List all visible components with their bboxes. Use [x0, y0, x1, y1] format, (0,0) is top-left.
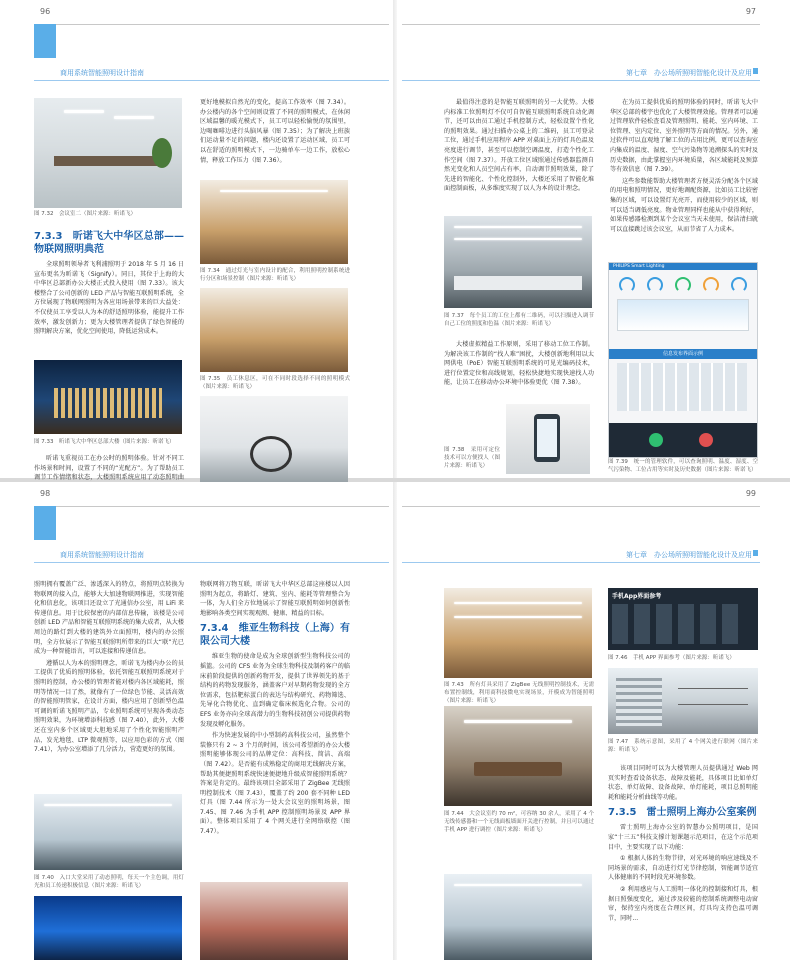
chapter-tab-left [34, 24, 56, 58]
photo-entrance-lobby [34, 794, 182, 870]
phone-screen [537, 419, 557, 457]
header-underline-right [402, 562, 760, 563]
phone-mockup [612, 604, 628, 644]
paragraph: 在为员工提供优质的照明体验的同时，昕诺飞大中华区总部的楼宇也优化了大楼管理效能。管理者可以通过管理软件轻松查看及管理照明、能耗、室内环境、工位管理、室内定位、室外照明等方面的情况。另外，通过软件可以直观地了解工位的占用比例，更可以查询室内集成的温度、湿度、空气污染物等追溯探头的实时及历史数据，由此掌握室内环境质量，各区域能耗及预算等有效信息（图 7.39）。 [610, 99, 758, 174]
caption-7-35: 图 7.35 员工休息区，可在不同时段选择不同的照明模式（图片来源：昕诺飞） [200, 376, 350, 390]
status-icon [649, 433, 663, 447]
phone-mockup [722, 604, 738, 644]
paragraph: 遵循以人为本的照明理念，昕诺飞为楼内办公的员工提供了优质的照明体验，依托智能互联照明系统对于照明的控制，办公楼的管理者能对楼内各区域能耗，照明等情况一目了然，就像有了一位绿色节能、灵活高效的智能照明管家，在设计方面，楼内应用了创新型色温可调的昕诺飞照明产品，专业照明系统可呈现各类动态照明效果，为环境增添科技感（图 7.40），此外，大楼还在室内多个区域更大胆地采用了个性化智能照明产品，发光地毯、LTP 微观照等，以应用色彩的方式（图 7.41），为办公室增添了几分活力，营造更好的氛围。 [34, 659, 184, 754]
page-number-right: 97 [745, 7, 756, 16]
caption-7-40: 图 7.40 入口大堂采用了动态照明，每天一个主色调，用灯光和员工传递积极信息（图片来源：昕诺飞） [34, 875, 184, 889]
ui-status-panel [609, 423, 757, 457]
spread-pages-98-99 [0, 482, 790, 960]
caption-7-46: 图 7.46 手机 APP 界面参考（图片来源：昕诺飞） [608, 655, 735, 661]
photo-gym-area [200, 396, 348, 482]
chart-area [617, 299, 749, 331]
page-number-right: 99 [745, 489, 756, 498]
page-number-left: 96 [40, 7, 51, 16]
section-7-3-4 [200, 580, 350, 839]
phone-mockup [700, 604, 716, 644]
photo-office-interior [444, 874, 592, 960]
photo-zigbee-corridor [444, 588, 592, 678]
conference-table-shape [474, 762, 562, 776]
building-shape [616, 678, 662, 726]
caption-7-39: 图 7.39 统一的管理软件，可以查询照明、温度、湿度、空气污染物、工位占用等实时及历史数据（图片来源：昕诺飞） [608, 459, 758, 473]
paragraph-block [34, 580, 184, 757]
network-line [678, 688, 748, 689]
paragraph: 雷士照明上海办公室的智慧办公照明项目，是国家“十三五”科技支撑计划课题示范项目，在这个示范项目中，主要实现了以下功能： [608, 824, 758, 851]
photo-phone-in-hand [506, 404, 590, 474]
caption-7-32: 图 7.32 会议室二（图片来源：昕诺飞） [34, 211, 136, 217]
caption-7-34: 图 7.34 通过灯光与室内设计的配合，利用照明控制系统进行分区和场景控制（图片来源：昕诺飞） [200, 268, 350, 282]
paragraph: 物联网将万物互联，昕诺飞大中华区总部这座楼以人因照明为起点，将路灯、建筑、室内、能耗等管理整合为一体，为人们全方位地展示了智能互联照明如何创新性地影响各类空间实现观测、健康、精益的目标。 [200, 581, 350, 617]
paragraph-block [444, 340, 594, 390]
chapter-marker-right [753, 550, 758, 556]
heading-7-3-5: 7.3.5 雷士照明上海办公室案例 [608, 807, 757, 819]
running-header-left: 商用系统智能照明设计指南 [60, 551, 144, 559]
chapter-marker-right [753, 68, 758, 74]
paragraph: 照明拥有覆盖广泛、渗透深入的特点，将照明点转换为物联网的接入点，能够大大加速物联网推进，实现智能化和信息化，该项目还设立了光通信办公室，用 LiFi 来传递信息。用于比较保密的内部信息传输，该楼是公司创新 LED 产品和智能互联照明系统的集大成者，从大楼周边的路灯到大楼的建筑外立面照明，楼内的办公照明，全方位展示了智能互联照明所带来的巨大“联”光已成为一种智能语言，可以连接和传递信息。 [34, 581, 184, 656]
caption-7-38: 图 7.38 采用可定位技术可以方便找人（图片来源：昕诺飞） [444, 447, 500, 469]
paragraph: ② 利用感应与人工照明一体化的控制接和灯具，根据日照强度变化，通过涉及较能的控制系统调整电动窗帘，保持室内亮度在合理区间，灯具均支持色温可调节，同时... [608, 885, 758, 922]
app-interface-reference [608, 588, 758, 650]
caption-7-33: 图 7.33 昕诺飞大中华区总部大楼（图片来源：昕诺飞） [34, 439, 175, 445]
phone-mockup [634, 604, 650, 644]
paragraph: 昕诺飞重视员工在办公时的照明体验。针对不同工作场景和时间，设置了不同的“光配方”。为了帮助员工调节工作情绪和状态，大楼照明系统应用了动态照明曲 [34, 455, 184, 482]
building-windows [54, 388, 162, 418]
exercise-bike-shape [250, 436, 292, 472]
plant-shape [152, 138, 172, 168]
paragraph: 最值得注意的是智能互联照明的另一大优势。大楼内标准工位照明灯不仅可自智能互联照明系统自动化调节，还可以由员工通过手机控制方式，轻松设置个性化的照明效果。通过扫描办公桌上的二维码，员工可登录工位，通过手机应用程序 APP 对桌面上方的灯具色温及亮度进行调节，甚至可以控制空调温度，打造个性化工作空间（图 7.37）。开放工位区域照通过传感器监测自然光变化和人员空间占有率，自动调节照明效果，除了先进的智能化、个性化控制外，大楼还采用了智能化堆面控制面板，从多维度实现了以人为本的设计理念。 [444, 99, 594, 193]
management-software-screenshot [608, 262, 758, 458]
running-header-left: 商用系统智能照明设计指南 [60, 69, 144, 77]
book-gutter [393, 0, 397, 478]
caption-7-44: 图 7.44 大会议室约 70 m²，可容纳 30 余人，采用了 4 个无线传感器和一个无线面板墙面开关进行控制，并且可以通过手机 APP 进行调控（图片来源：昕诺飞） [444, 811, 594, 833]
paragraph-block [200, 98, 350, 167]
paragraph: 作为快速发展的中小型制药高科技公司，虽然整个装修只有 2 ~ 3 个月的时间，该公司希望新的办公大楼照明能够体现公司的品牌定位：高科技、简洁、高端（图 7.42）。是否能有成熟稳定的商用无线解决方案，帮助其便捷照明系统快速便捷地升级成智能照明系统？答案是肯定的。最终该项目全部采用了 ZigBee 无线照明控制技术（图 7.43），覆盖了约 200 套不同种 LED 灯具（图 7.44 所示为一处大会议室的照明场景，图 7.45、图 7.46 为手机 APP 控制照明场景及 APP 界面）。整体项目采用了 4 个网关进行全网络联控（图 7.47）。 [200, 732, 350, 836]
header-rule-left [34, 24, 389, 25]
ui-banner-text: 信息发布界面示例 [662, 351, 703, 357]
table-shape [54, 156, 164, 166]
desks-shape [454, 276, 582, 290]
header-underline-right [402, 80, 760, 81]
paragraph: 全球照明领导者飞利浦照明于 2018 年 5 月 16 日宣布更名为昕诺飞（Signify）。同日，其位于上海的大中华区总部新办公大楼正式投入使用（图 7.33）。该大楼整合了公司创新的 LED 产品与智能互联照明系统，全方位展现了物联网照明为各应用场景带来的巨大益处：不仅使员工享受以人为本的舒适照明体验，能提升工作效率，激发创新力；更为大楼管理者提供了绿色智能的照明解决方案，优化空间使用，降低运营成本。 [34, 261, 184, 336]
section-7-3-3 [34, 226, 184, 339]
floor-plan [617, 363, 747, 411]
header-rule-right [402, 506, 760, 507]
photo-large-meeting-room [444, 706, 592, 806]
gauge-icon [647, 277, 663, 293]
book-gutter [393, 482, 397, 960]
network-line [678, 704, 748, 705]
app-title: 手机App界面参考 [612, 593, 662, 600]
caption-7-47: 图 7.47 系统示意图，采用了 4 个网关进行联网（图片来源：昕诺飞） [608, 739, 758, 753]
heading-7-3-3: 7.3.3 昕诺飞大中华区总部——物联网照明典范 [34, 231, 184, 255]
gauge-icon [703, 277, 719, 293]
status-icon [699, 433, 713, 447]
paragraph: 该项目同时可以为大楼管理人员提供通过 Web 网页实时查看设备状态、故障及能耗，具体项目比如单灯状态、单灯故障、设备故障、单灯能耗，项目总照明能耗和能耗分析曲线等功能。 [608, 765, 758, 801]
phone-mockup [656, 604, 672, 644]
phone-mockup [678, 604, 694, 644]
paragraph: 这些参数能帮助大楼管理者方便灵活分配各个区域的用电和照明情况，更好地调配资源，比如员工比较密集的区域，可以设置灯光亮开，而使用较少的区域，则可以适当调低亮度。物业管理同样也能从中获得利好，如果传感器检测到某个会议室当天未使用，保洁清扫就可以直接跳过该会议室，从而节省了人力成本。 [610, 177, 758, 233]
system-diagram [608, 668, 758, 734]
paragraph-block [610, 98, 758, 236]
photo-staff-lounge [200, 288, 348, 372]
photo-hq-building-night [34, 360, 182, 434]
paragraph: 更好地模拟自然光的变化，提高工作效率（图 7.34）。办公楼内的各个空间则设置了不同的照明模式，在休闲区域温馨的暖光模式下，员工可以轻松愉悦的氛围里，边喝咖啡边进行头脑风暴（图 7.35）；为了解决上班族们运动量不足的问题，楼内还设置了运动区域，员工可以在舒适的照明模式下，一边骑单车一边工作，放松心情，释放工作压力（图 7.36）。 [200, 99, 350, 164]
paragraph: ① 根据人体的生物节律，对光环境的响应速线及不同场景的需求，自动进行灯光节律控制，智能调节适宜人体健康的不同时段光环境参数。 [608, 855, 758, 882]
gauge-icon [731, 277, 747, 293]
caption-7-43: 图 7.43 所有灯具采用了 ZigBee 无线照明控制技术，无需布置控制线，利用商科技微电实现场景，开模成为智能照明（图片来源：昕诺飞） [444, 682, 594, 704]
paragraph-block [444, 98, 594, 196]
page-number-left: 98 [40, 489, 51, 498]
gauge-icon [675, 277, 691, 293]
header-rule-left [34, 506, 389, 507]
gauge-icon [619, 277, 635, 293]
photo-blue-lit-space [34, 896, 182, 960]
section-7-3-5 [608, 764, 758, 925]
photo-meeting-room [34, 98, 182, 208]
running-header-right: 第七章 办公场所照明智能化设计及应用 [626, 551, 752, 559]
ui-banner [609, 349, 757, 359]
ui-brand: PHILIPS Smart Lighting [613, 264, 665, 269]
photo-open-workstations [444, 216, 592, 308]
header-rule-right [402, 24, 760, 25]
phone-shape [534, 414, 560, 462]
header-underline-left [34, 562, 389, 563]
photo-company-facade [200, 882, 348, 960]
running-header-right: 第七章 办公场所照明智能化设计及应用 [626, 69, 752, 77]
header-underline-left [34, 80, 389, 81]
caption-7-37: 图 7.37 每个员工的工位上都有二维码，可以扫描进入调节自己工位的照度和色温（图片来源：昕诺飞） [444, 313, 594, 327]
paragraph: 维亚生物的使命是成为全球创新型生物科技公司的摇篮。公司的 CFS 业务为全球生物科技及制药客户的临床前阶段提供的创新药物开发，提供了世界领先的基于结构的药物发现服务，涵盖客户对早期药物发现的全方位需求，包括靶标蛋白的表达与结构研究、药物筛选、先导化合物优化、直到确定临床候选化合物。公司的 EFS 业务亦向全球高潜力的生物科技初创公司提供药物发现及孵化服务。 [200, 653, 350, 728]
paragraph: 大楼虚拟精益工作原则，采用了移动工位工作制。为解决该工作制的“找人难”困扰，大楼创新地利用以太网供电（PoE）智能互联照明系统的可见光编码技术，进行位置定位和高线规划，轻松快捷地实现快速找人功能，让员工在移动办公环境中体验更优（图 7.38）。 [444, 341, 594, 387]
photo-lounge-lighting [200, 180, 348, 264]
heading-7-3-4: 7.3.4 维亚生物科技（上海）有限公司大楼 [200, 623, 350, 648]
chapter-tab-left [34, 506, 56, 540]
